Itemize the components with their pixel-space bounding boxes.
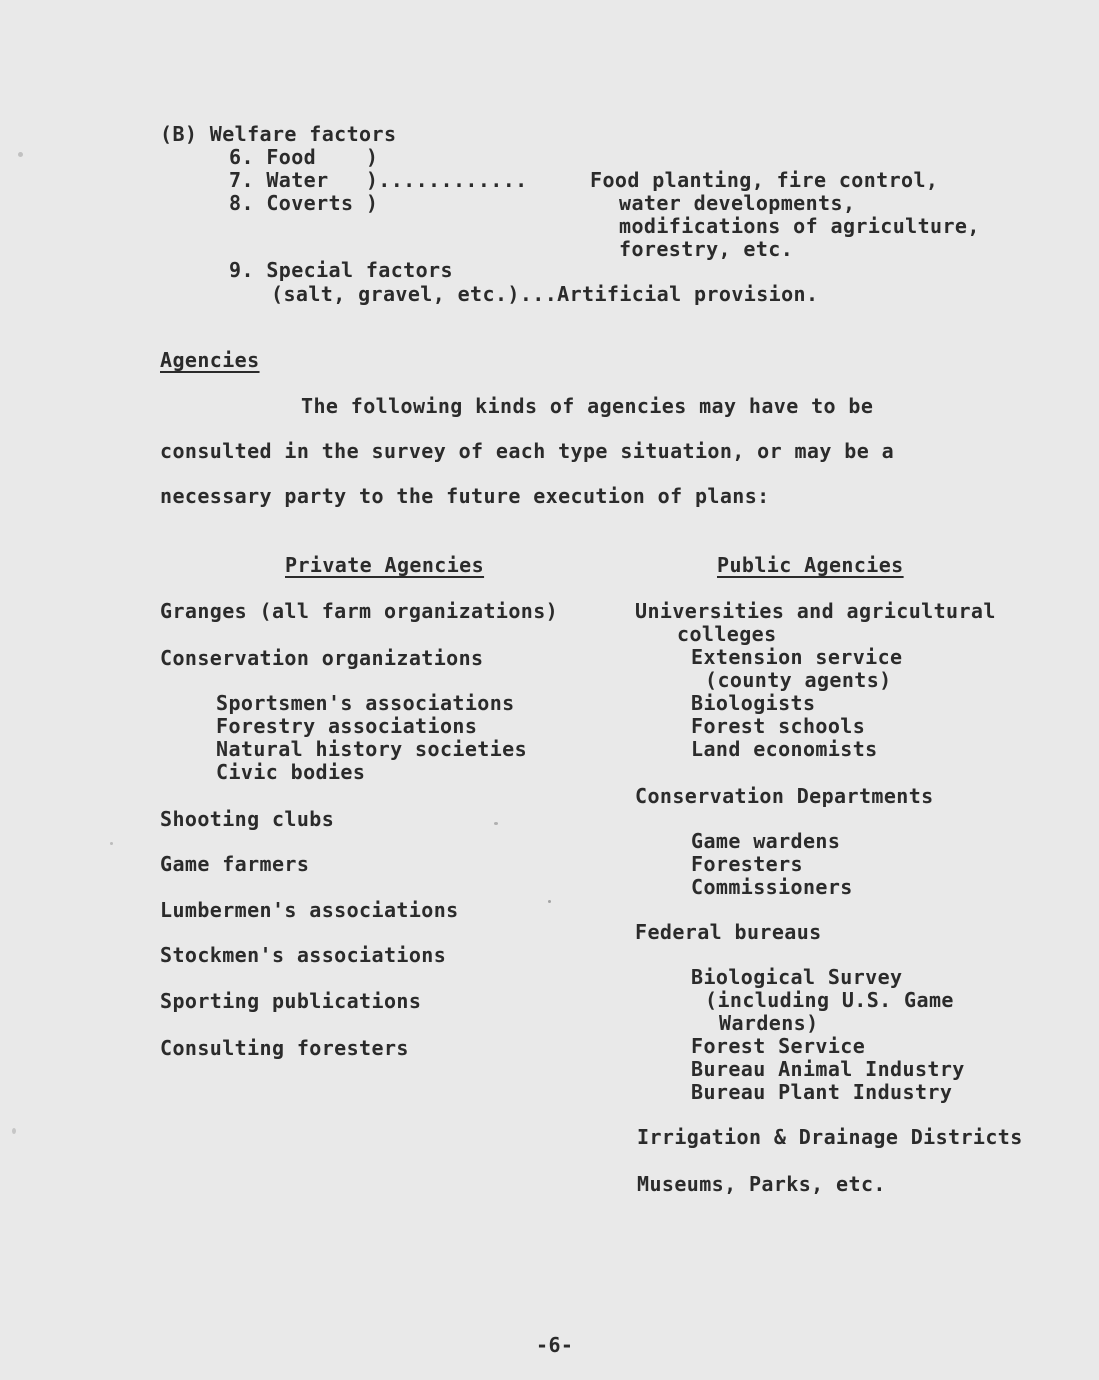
scan-speck [494,822,498,825]
public-federal-sub: Forest Service [691,1034,866,1058]
welfare-remedy-line: water developments, [619,191,856,215]
public-universities: Universities and agricultural [635,599,996,623]
public-agencies-heading: Public Agencies [717,553,904,577]
scan-speck [18,152,23,157]
welfare-remedy-line: forestry, etc. [619,237,794,261]
public-universities-sub: Biologists [691,691,816,715]
scan-speck [110,842,113,845]
public-universities-sub: Land economists [691,737,878,761]
private-granges: Granges (all farm organizations) [160,599,559,623]
private-conservation: Conservation organizations [160,646,484,670]
public-universities-cont: colleges [677,622,777,646]
public-federal-sub: Wardens) [719,1011,819,1035]
public-irrigation: Irrigation & Drainage Districts [637,1125,1023,1149]
welfare-remedy-line: Food planting, fire control, [590,168,939,192]
public-conservation-sub: Game wardens [691,829,841,853]
agencies-heading: Agencies [160,348,260,372]
welfare-item-food: 6. Food ) [229,145,379,169]
public-conservation-sub: Foresters [691,852,803,876]
public-federal-sub: Bureau Animal Industry [691,1057,965,1081]
private-conservation-sub: Natural history societies [216,737,528,761]
public-museums: Museums, Parks, etc. [637,1172,886,1196]
public-universities-sub: Forest schools [691,714,866,738]
private-conservation-sub: Civic bodies [216,760,366,784]
agencies-paragraph-line: consulted in the survey of each type situation, or may be a [160,439,895,463]
welfare-remedy-line: modifications of agriculture, [619,214,980,238]
scan-speck [12,1128,16,1134]
welfare-item-water: 7. Water )............ [229,168,528,192]
private-game-farmers: Game farmers [160,852,310,876]
private-sporting: Sporting publications [160,989,422,1013]
public-federal-sub: Bureau Plant Industry [691,1080,953,1104]
welfare-heading: (B) Welfare factors [160,122,397,146]
public-federal-sub: (including U.S. Game [705,988,954,1012]
private-agencies-heading: Private Agencies [285,553,485,577]
private-lumbermen: Lumbermen's associations [160,898,459,922]
public-conservation-sub: Commissioners [691,875,853,899]
scan-speck [548,900,551,903]
welfare-item-special: 9. Special factors [229,258,453,282]
agencies-paragraph-line: The following kinds of agencies may have to be [301,394,874,418]
private-conservation-sub: Forestry associations [216,714,478,738]
welfare-item-coverts: 8. Coverts ) [229,191,379,215]
public-federal-sub: Biological Survey [691,965,903,989]
private-conservation-sub: Sportsmen's associations [216,691,515,715]
private-shooting-clubs: Shooting clubs [160,807,335,831]
public-universities-sub: (county agents) [705,668,892,692]
page-number: -6- [536,1333,574,1357]
welfare-item-special-detail: (salt, gravel, etc.)...Artificial provision. [271,282,819,306]
public-conservation-departments: Conservation Departments [635,784,934,808]
public-federal-bureaus: Federal bureaus [635,920,822,944]
agencies-paragraph-line: necessary party to the future execution of plans: [160,484,770,508]
private-stockmen: Stockmen's associations [160,943,447,967]
private-consulting: Consulting foresters [160,1036,409,1060]
public-universities-sub: Extension service [691,645,903,669]
